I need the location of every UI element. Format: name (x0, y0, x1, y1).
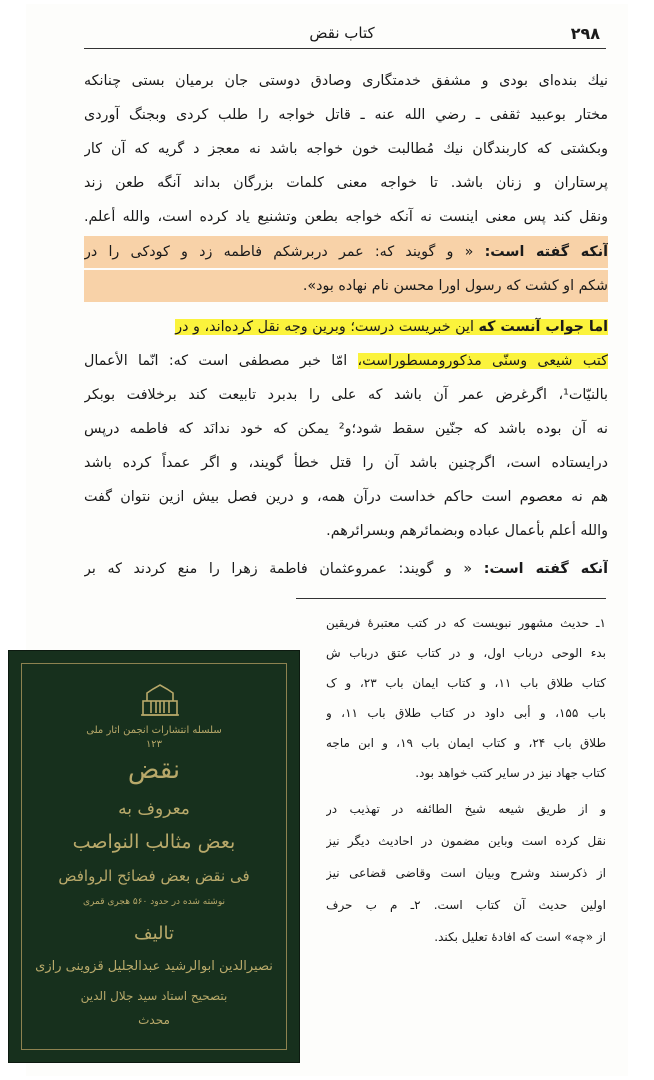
claim-label: آنکه گفته است: (484, 244, 608, 260)
body-line-6: بالنیّات¹، اگرغرض عمر آن باشد که علی را بدبرد تابیعت کند برخلافت بوبکر (84, 387, 608, 403)
body-line-1: نیك بنده‌ای بودی و مشفق خدمتگاری وصادق دوستی جان برمیان بستی چنانکه (84, 73, 608, 89)
section2-text: « و گویند: عمروعثمان فاطمة زهرا را منع کردند که بر (84, 561, 473, 577)
body-line-10: والله أعلم بأعمال عباده وبضمائرهم وبسرائرهم. (326, 523, 608, 539)
section2-label: آنکه گفته است: (483, 561, 608, 577)
body-line-3: وبکشتی که کاربندگان نیك مُطالبت خون خواجه باشد نه معجز د گریه که آن کار (84, 141, 608, 157)
footnote-line-6: کتاب جهاد نیز در سایر کتب خواهد بود. (415, 766, 606, 780)
cover-known-as: معروف به (118, 799, 190, 819)
body-line-4: پرستاران و زنان باشد. تا خواجه معنی کلمات بزرگان بداند آنگه طعن زند (84, 175, 608, 191)
cover-subtitle-2: فی نقض بعض فضائح الروافض (58, 867, 250, 885)
footnote-line-9: از ذکرسند وشرح وبیان است وقاضی قضاعی نیز (326, 866, 606, 880)
answer-lead: اما جواب آنست که (478, 319, 608, 335)
cover-note: نوشته شده در حدود ۵۶۰ هجری قمری (83, 897, 225, 907)
claim-text: « و گویند که: عمر دربرشکم فاطمه زد و کودکی را در (84, 244, 474, 260)
book-cover-image (8, 650, 300, 1063)
body-line-9: هم نه معصوم است حاکم خداست درآن همه، و درین فصل بیش ازین نتوان گفت (84, 489, 608, 505)
body-line-8: درایستاده است، اگرچنین باشد آن را قتل خطأ گویند، و اگر عمداً کرده باشد (84, 455, 608, 471)
page-number: ۲۹۸ (570, 24, 600, 43)
footnote-line-10: اولین حدیث آن کتاب است. ۲ـ م ب حرف (326, 898, 606, 912)
footnote-rule (296, 598, 606, 599)
body-line-5: ونقل کند پس معنی اینست نه آنکه خواجه بطعن وتشنیع یاد کرده است، والله أعلم. (84, 209, 608, 225)
cover-author: نصیرالدین ابوالرشید عبدالجلیل قزوینی رازی (35, 959, 273, 974)
claim-line-1 (84, 236, 608, 268)
body-line-7: نه آن بوده باشد که جنّین سقط شود؛و² یمکن که خود ندانَد که فاطمه درپس (84, 421, 608, 437)
answer-highlight-1 (175, 319, 608, 335)
emblem-icon (139, 683, 181, 719)
running-title: کتاب نقض (309, 24, 375, 42)
footnote-line-4: باب ۱۵۵، و أبی داود در کتاب طلاق باب ۱۱، و (326, 706, 606, 720)
answer-line-2-rest: امّا خبر مصطفی است که: انّما الأعمال (84, 353, 348, 369)
cover-editor: بتصحیح استاد سید جلال الدین (80, 989, 228, 1003)
footnote-line-7: و از طریق شیعه شیخ الطائفه در تهذیب در (326, 802, 606, 816)
header-rule (84, 48, 606, 49)
footnote-line-3: کتاب طلاق باب ۱۱، و کتاب ایمان باب ۲۳، و ک (326, 676, 606, 690)
cover-subtitle-1: بعض مثالب النواصب (72, 831, 236, 853)
cover-editor-2: محدث (138, 1013, 170, 1027)
claim-line-2: شکم او کشت که رسول اورا محسن نام نهاده بود». (84, 270, 608, 302)
body-line-2: مختار بوعبید ثقفی ـ رضي الله عنه ـ قاتل خواجه را طلب کردی وبجنگ آوردی (84, 107, 608, 123)
footnote-line-11: از «چه» است که افادهٔ تعلیل بکند. (434, 930, 606, 944)
footnote-line-8: نقل کرده است وباین مضمون در احادیث دیگر نیز (326, 834, 606, 848)
cover-title: نقض (127, 755, 181, 785)
page-header (84, 22, 600, 46)
footnote-line-1: ۱ـ حدیث مشهور نبویست که در کتب معتبرهٔ فریقین (326, 616, 606, 630)
answer-highlight-2: کتب شیعی وسنّی مذکورومسطوراست، (357, 353, 608, 369)
answer-text: این خبریست درست؛ وبرین وجه نقل کرده‌اند، و در (175, 319, 474, 335)
footnote-line-5: طلاق باب ۲۴، و کتاب ایمان باب ۱۹، و ابن ماجه (326, 736, 606, 750)
cover-by: تالیف (133, 923, 175, 944)
cover-series: سلسله انتشارات انجمن آثار ملی (86, 725, 222, 736)
footnote-line-2: بدء الوحی درباب اول، و در کتاب عتق درباب ش (326, 646, 606, 660)
section2-line (84, 552, 608, 586)
answer-line-2 (84, 344, 608, 378)
answer-line-1 (84, 310, 608, 344)
cover-series-number: ۱۲۳ (145, 739, 163, 750)
